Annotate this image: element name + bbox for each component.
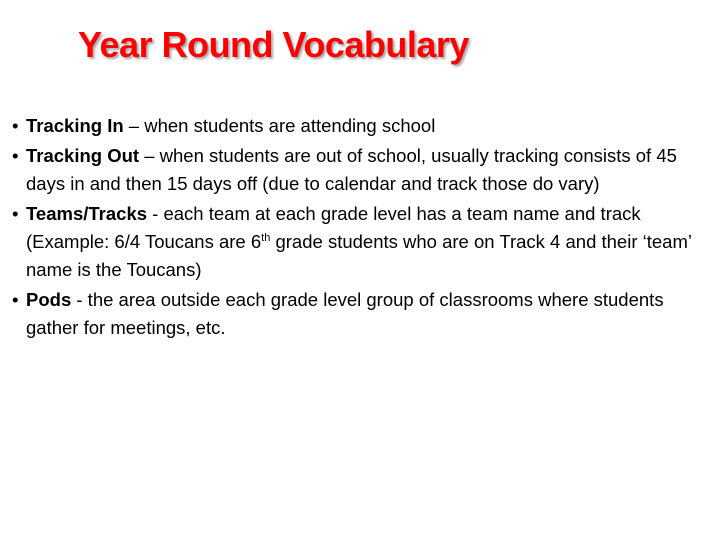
definition-pods: - the area outside each grade level group of classrooms where students gather for meetings, etc. <box>26 289 664 338</box>
list-item-tracking-out <box>12 142 702 198</box>
definition-tracking-in: – when students are attending school <box>123 115 436 136</box>
slide-title: Year Round Vocabulary <box>78 24 469 65</box>
definition-teams-tracks-cont: grade students who are on Track 4 and their ‘team’ name is the Toucans) <box>26 231 692 280</box>
list-item-teams-tracks <box>12 200 702 284</box>
bullet-icon: • <box>12 115 19 136</box>
list-item-tracking-in <box>12 112 702 140</box>
bullet-icon: • <box>12 203 19 224</box>
ordinal-suffix: th <box>261 231 271 244</box>
term-tracking-out: Tracking Out <box>26 145 140 166</box>
list-item-pods <box>12 286 702 342</box>
term-tracking-in: Tracking In <box>26 115 124 136</box>
term-teams-tracks: Teams/Tracks <box>26 203 148 224</box>
bullet-icon: • <box>12 289 19 310</box>
vocabulary-list <box>12 112 702 344</box>
definition-tracking-out: – when students are out of school, usually tracking consists of 45 days in and then 15 days off (due to calendar and track those do vary) <box>26 145 677 194</box>
term-pods: Pods <box>26 289 72 310</box>
bullet-icon: • <box>12 145 19 166</box>
definition-teams-tracks: - each team at each grade level has a team name and track (Example: 6/4 Toucans are 6 <box>26 203 641 252</box>
